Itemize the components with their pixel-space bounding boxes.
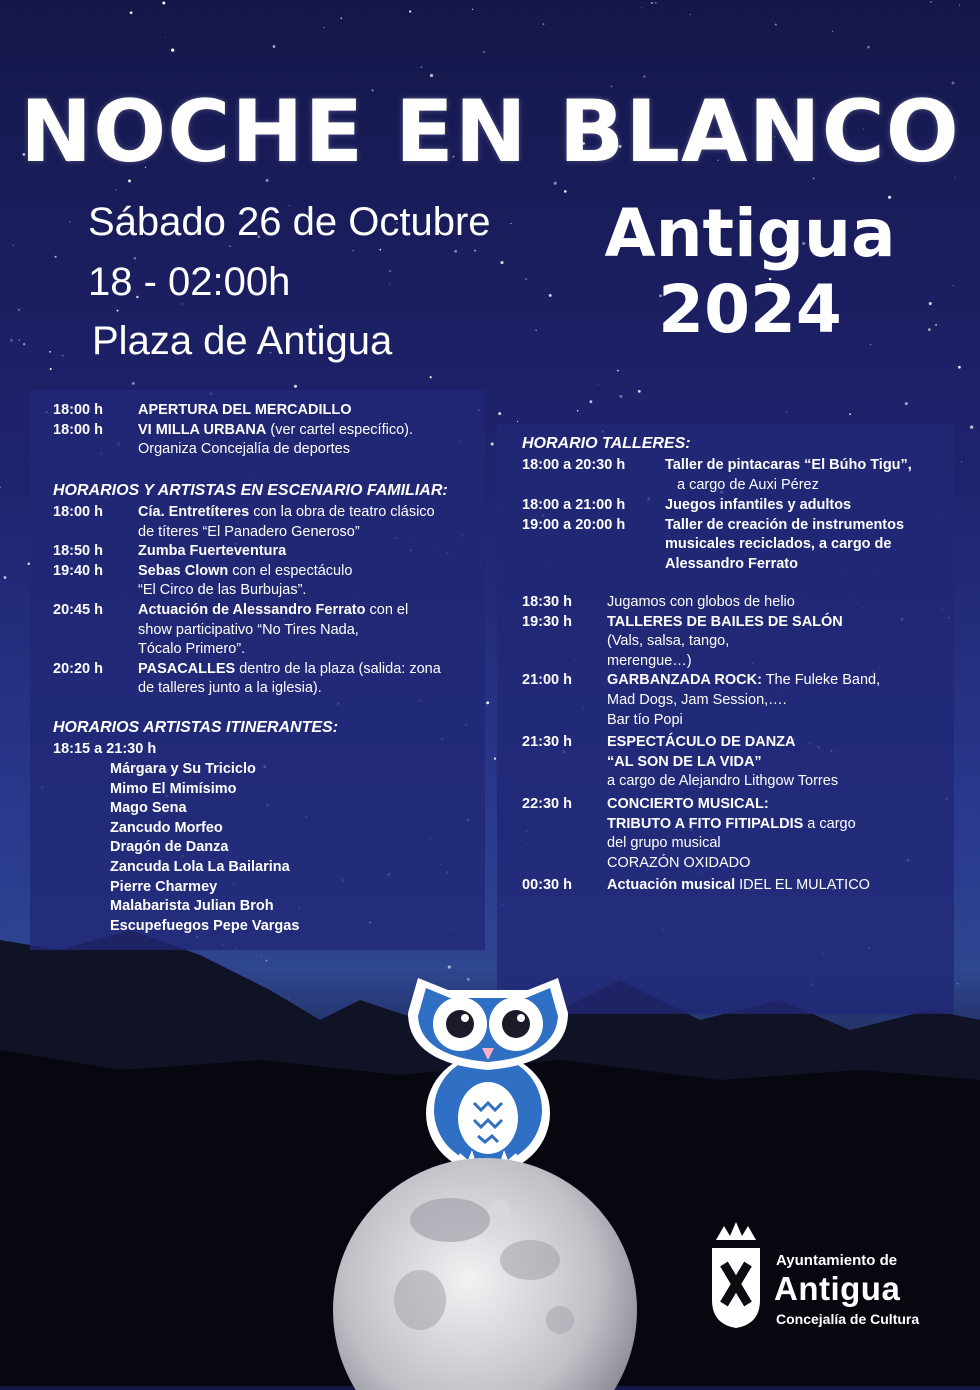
star: [18, 309, 20, 311]
program-time: 18:00 h: [53, 402, 103, 418]
itinerant-artist: Pierre Charmey: [110, 878, 218, 895]
star: [294, 385, 297, 388]
event-place: Plaza de Antigua: [92, 319, 393, 363]
program-title: Actuación musical: [607, 877, 736, 894]
program-description: [607, 834, 721, 854]
star: [577, 410, 579, 412]
program-title: Alessandro Ferrato: [665, 556, 798, 572]
program-time: 18:00 a 21:00 h: [522, 497, 626, 514]
program-description: [607, 632, 729, 652]
itinerant-time: 18:15 a 21:30 h: [53, 741, 157, 757]
itinerant-artist: Zancuda Lola La Bailarina: [110, 859, 290, 875]
star: [117, 310, 119, 312]
star: [389, 270, 391, 272]
star: [930, 1, 932, 3]
program-description: [607, 652, 692, 672]
program-description: [138, 421, 413, 441]
star: [554, 182, 557, 185]
event-time: 18 - 02:00h: [88, 260, 291, 304]
star: [132, 382, 135, 385]
program-detail: IDEL EL MULATICO: [735, 877, 870, 894]
star: [958, 366, 961, 369]
star: [10, 339, 13, 342]
star: [50, 368, 52, 370]
star: [961, 462, 962, 463]
program-description: [138, 679, 322, 699]
program-description: [607, 613, 843, 633]
star: [430, 74, 433, 77]
program-description: [665, 535, 891, 555]
itinerant-artist: Márgara y Su Triciclo: [110, 761, 256, 777]
star: [494, 757, 496, 759]
program-detail: show participativo “No Tires Nada,: [138, 621, 359, 638]
star: [543, 23, 545, 25]
star: [638, 390, 641, 393]
program-title: Sebas Clown: [138, 562, 229, 579]
star: [23, 343, 25, 345]
star: [115, 189, 117, 191]
program-detail: (ver cartel específico).: [266, 421, 414, 438]
star: [952, 285, 953, 286]
program-description: [138, 542, 286, 562]
star: [928, 328, 931, 331]
star: [273, 45, 276, 48]
itinerant-artist: Dragón de Danza: [110, 839, 229, 856]
program-detail: Organiza Concejalía de deportes: [138, 441, 350, 458]
star: [13, 245, 14, 246]
star: [655, 2, 656, 3]
star: [517, 421, 518, 422]
star: [849, 413, 851, 415]
itinerant-artist: Mimo El Mimísimo: [110, 780, 237, 797]
program-detail: “El Circo de las Burbujas”.: [138, 582, 307, 599]
program-title: ESPECTÁCULO DE DANZA: [607, 734, 796, 751]
program-description: [677, 476, 819, 496]
program-title: PASACALLES: [138, 660, 236, 677]
section-heading: HORARIO TALLERES:: [522, 435, 691, 452]
program-description: [138, 562, 352, 582]
program-time: 18:00 h: [53, 421, 103, 438]
program-detail: del grupo musical: [607, 835, 721, 852]
program-description: [138, 581, 306, 601]
program-description: [665, 555, 798, 575]
program-title: Zumba Fuerteventura: [138, 543, 287, 560]
program-time: 21:00 h: [522, 672, 572, 689]
program-description: [138, 621, 359, 641]
star: [929, 302, 932, 305]
star: [590, 400, 593, 403]
itinerant-artist: Escupefuegos Pepe Vargas: [110, 917, 300, 934]
program-detail: The Fuleke Band,: [761, 672, 881, 689]
program-detail: Tócalo Primero”.: [138, 641, 246, 658]
star: [19, 339, 20, 340]
star: [617, 370, 619, 372]
program-detail: de títeres “El Panadero Generoso”: [138, 523, 360, 540]
program-description: [138, 440, 350, 460]
section-heading: HORARIOS ARTISTAS ITINERANTES:: [53, 719, 339, 736]
program-description: [665, 456, 912, 476]
program-title: Actuación de Alessandro Ferrato: [138, 602, 366, 618]
star: [229, 245, 231, 247]
itinerant-artist: Mago Sena: [110, 800, 187, 817]
program-description: [607, 854, 750, 874]
program-time: 18:00 a 20:30 h: [522, 457, 626, 473]
star: [619, 395, 622, 398]
program-detail: CORAZÓN OXIDADO: [607, 854, 751, 871]
logo-line3: Concejalía de Cultura: [776, 1311, 920, 1327]
program-time: 19:00 a 20:00 h: [522, 516, 626, 533]
star: [454, 250, 457, 253]
program-description: [607, 772, 838, 792]
program-time: 21:30 h: [522, 734, 572, 751]
star: [786, 412, 787, 413]
star: [409, 10, 411, 12]
program-time: 20:45 h: [53, 602, 103, 618]
star: [352, 250, 353, 251]
star: [510, 223, 511, 224]
program-detail: a cargo de Alejandro Lithgow Torres: [607, 773, 839, 790]
program-detail: dentro de la plaza (salida: zona: [235, 660, 441, 677]
star: [55, 256, 57, 258]
program-title: CONCIERTO MUSICAL:: [607, 796, 769, 812]
program-description: [607, 753, 762, 773]
poster-title: NOCHE EN BLANCO: [20, 82, 960, 182]
star: [483, 51, 485, 53]
program-detail: a cargo de Auxi Pérez: [677, 476, 819, 493]
star: [970, 425, 973, 428]
program-title: TRIBUTO A FITO FITIPALDIS: [607, 815, 804, 832]
program-time: 19:40 h: [53, 562, 103, 579]
program-time: 18:30 h: [522, 594, 572, 610]
star: [430, 376, 432, 378]
program-detail: con el espectáculo: [228, 562, 353, 579]
program-description: [607, 815, 856, 835]
star: [472, 9, 473, 10]
star: [171, 48, 174, 51]
program-detail: Mad Dogs, Jam Session,….: [607, 692, 787, 708]
program-title: TALLERES DE BAILES DE SALÓN: [607, 613, 843, 630]
itinerant-artist: Malabarista Julian Broh: [110, 898, 274, 915]
section-heading: HORARIOS Y ARTISTAS EN ESCENARIO FAMILIAR:: [53, 482, 448, 499]
star: [525, 278, 527, 280]
year: 2024: [658, 271, 842, 348]
program-time: 19:30 h: [522, 613, 572, 630]
program-title: Juegos infantiles y adultos: [665, 497, 852, 514]
program-detail: merengue…): [607, 652, 692, 669]
star: [162, 2, 165, 5]
program-title: “AL SON DE LA VIDA”: [607, 753, 762, 770]
star: [564, 190, 567, 193]
star: [905, 402, 908, 405]
program-description: [607, 733, 796, 753]
star: [0, 486, 1, 488]
star: [597, 384, 598, 385]
program-title: Taller de pintacaras “El Búho Tigu”,: [665, 457, 912, 473]
star: [62, 355, 63, 356]
program-description: [138, 503, 435, 523]
program-detail: con la obra de teatro clásico: [249, 504, 435, 520]
star: [935, 324, 937, 326]
program-title: musicales reciclados, a cargo de: [665, 536, 892, 553]
star: [498, 412, 501, 415]
program-title: Taller de creación de instrumentos: [665, 516, 905, 533]
program-detail: (Vals, salsa, tango,: [607, 633, 730, 650]
star: [324, 27, 325, 28]
itinerant-artist: Zancudo Morfeo: [110, 819, 223, 836]
program-detail: con el: [365, 602, 409, 618]
program-time: 18:00 h: [53, 504, 103, 520]
star: [775, 23, 777, 25]
star: [832, 31, 833, 32]
star: [959, 5, 960, 6]
program-time: 22:30 h: [522, 796, 572, 812]
star: [49, 351, 51, 353]
program-title: GARBANZADA ROCK:: [607, 672, 762, 689]
logo-line1: Ayuntamiento de: [776, 1252, 898, 1269]
program-description: [665, 516, 904, 536]
town-name: Antigua: [604, 195, 896, 272]
program-detail: de talleres junto a la iglesia).: [138, 680, 322, 697]
program-description: [607, 711, 683, 731]
program-description: [138, 601, 408, 621]
program-detail: a cargo: [803, 815, 856, 832]
owl-mascot: [398, 938, 578, 1178]
program-title: VI MILLA URBANA: [138, 421, 267, 438]
program-description: [607, 876, 870, 896]
star: [380, 249, 382, 251]
star: [69, 221, 70, 222]
antigua-crest-icon: [706, 1220, 766, 1330]
program-time: 20:20 h: [53, 660, 103, 677]
star: [500, 261, 503, 264]
event-date: Sábado 26 de Octubre: [88, 200, 491, 244]
star: [641, 7, 642, 8]
program-description: [138, 640, 245, 660]
star: [4, 576, 7, 579]
program-title: Cía. Entretíteres: [138, 504, 250, 520]
star: [643, 76, 645, 78]
program-description: [607, 593, 795, 613]
star: [867, 46, 870, 49]
star: [389, 283, 390, 284]
program-description: [138, 523, 360, 543]
star: [421, 67, 422, 68]
star: [486, 701, 489, 704]
program-description: [607, 795, 769, 815]
star: [130, 11, 133, 14]
star: [651, 2, 653, 4]
program-description: [607, 691, 787, 711]
star: [474, 250, 476, 252]
star: [690, 14, 691, 15]
town-year: [600, 196, 900, 348]
star: [549, 294, 552, 297]
program-description: [138, 401, 351, 421]
program-time: 18:50 h: [53, 543, 103, 560]
program-description: [665, 496, 851, 516]
star: [340, 18, 341, 19]
program-title: APERTURA DEL MERCADILLO: [138, 402, 352, 418]
program-detail: Jugamos con globos de helio: [607, 594, 795, 610]
logo-line2: Antigua: [774, 1270, 901, 1307]
program-time: 00:30 h: [522, 877, 572, 894]
program-description: [607, 671, 880, 691]
program-description: [138, 660, 441, 680]
star: [491, 442, 494, 445]
star: [536, 330, 537, 331]
moon: [330, 1150, 640, 1390]
star: [165, 37, 166, 38]
program-detail: Bar tío Popi: [607, 711, 683, 728]
